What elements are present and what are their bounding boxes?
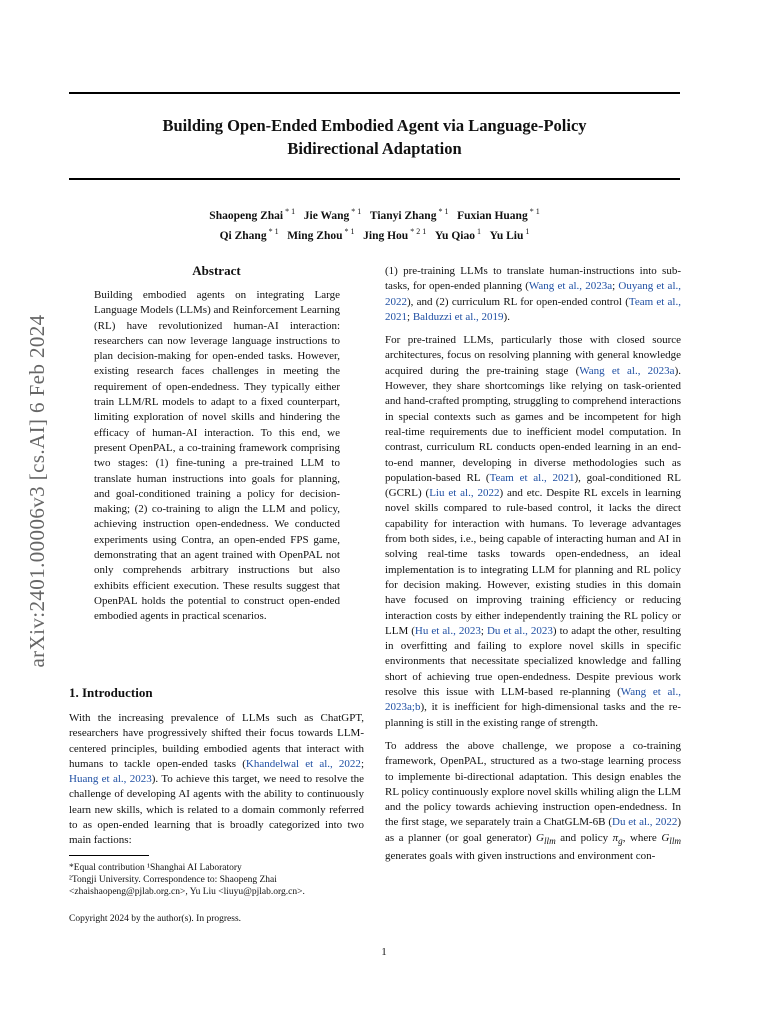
right-paragraph-1: (1) pre-training LLMs to translate human-instructions into sub-tasks, for open-ended planning (Wang et al., 2023a; Ouyang et al., 2022), and (2) curriculum RL for open-ended control (Team et al., 2021; Balduzzi et al., 2019). [385,265,681,323]
citation-link[interactable]: Wang et al., 2023a;b [385,686,681,714]
citation-link[interactable]: Khandelwal et al., 2022 [245,757,361,770]
author-affiliation-mark: * 1 [266,226,279,236]
title-line-1: Building Open-Ended Embodied Agent via Language-Policy [162,116,587,135]
author-line-1 [69,204,680,224]
citation-link[interactable]: Huang et al., 2023 [69,773,152,786]
footnote-correspondence: ²Tongji University. Correspondence to: Shaopeng Zhai <zhaishaopeng@pjlab.org.cn>, Yu Liu <liuyu@pjlab.org.cn>. [69,875,305,897]
abstract-body [94,288,340,625]
citation-link[interactable]: Wang et al., 2023a [528,280,613,293]
arxiv-identifier: arXiv:2401.00006v3 [cs.AI] 6 Feb 2024 [25,314,49,668]
citation-link[interactable]: Team et al., 2021 [489,471,575,484]
copyright-notice: Copyright 2024 by the author(s). In progress. [69,914,242,924]
title-line-2: Bidirectional Adaptation [287,139,462,158]
right-column [385,264,681,872]
citation-link[interactable]: Team et al., 2021 [385,295,681,323]
author-name: Jing Hou $^{* 2 1}$ [363,226,427,242]
author-affiliation-mark: * 1 [436,207,449,216]
author-name: Yu Qiao $^1$ [434,226,481,242]
math-g-llm: $G_{llm}$ [661,831,681,846]
citation-link[interactable]: Wang et al., 2023a [579,364,675,377]
title-top-rule [69,92,680,94]
author-list [69,204,680,244]
footnote-equal-contribution: *Equal contribution ¹Shanghai AI Laboratory [69,863,242,873]
author-affiliation-mark: * 2 1 [408,226,427,236]
citation-link[interactable]: Liu et al., 2022 [429,487,500,500]
citation-link[interactable]: Du et al., 2022 [612,816,678,829]
abstract-text: Building embodied agents on integrating Large Language Models (LLMs) and Reinforcement Learning (RL) have revolutionized human-AI interaction: researchers can now leverage language instructions to plan decision-making for open-ended tasks. However, existing research faces challenges in meeting the requirement of open-endedness. They typically either train LLM/RL models to adapt to a fixed counterpart, limiting exploration of novel skills and hindering the efficacy of human-AI interaction. To this end, we present OpenPAL, a co-training framework comprising two stages: (1) fine-tuning a pre-trained LLM to translate human instructions into goals for planning, and goal-conditioned training a policy for decision-making; (2) co-training to align the LLM and policy, achieving instruction open-endedness. We conducted experiments using Contra, an open-ended FPS game, demonstrating that an agent trained with OpenPAL not only comprehends arbitrary instructions but also exhibits efficient execution. These results suggest that OpenPAL holds the potential to construct open-ended embodied agents in practical scenarios. [94,289,340,623]
author-name: Ming Zhou $^{* 1}$ [287,226,355,242]
author-name: Fuxian Huang $^{* 1}$ [457,207,540,222]
author-affiliation-mark: * 1 [283,207,296,216]
footnotes [69,862,364,898]
author-line-2 [69,224,680,244]
author-affiliation-mark: * 1 [342,226,355,236]
author-affiliation-mark: 1 [523,226,530,236]
author-name: Jie Wang $^{* 1}$ [303,207,362,222]
section-heading-introduction: 1. Introduction [69,685,153,700]
citation-link[interactable]: Ouyang et al., 2022 [385,280,681,308]
introduction-body [69,711,364,849]
paper-title [69,114,680,160]
right-paragraph-3: To address the above challenge, we propose a co-training framework, OpenPAL, structured as a two-stage learning process to implemente bi-directional adaptation. This design enables the RL policy continuously explore novel skills whiling align the LLM and the policy towards achieving instruction open-endedness. In the first stage, we separately train a ChatGLM-6B (Du et al., 2022) as a planner (or goal generator) $G_{llm}$ and policy $\pi_g$, where $G_{llm}$ generates goals with given instructions and environment con- [385,739,682,863]
math-pi-g: $\pi_g$ [612,831,623,846]
title-bottom-rule [69,178,680,180]
footnote-rule [69,855,149,856]
citation-link[interactable]: Balduzzi et al., 2019 [412,310,504,323]
author-affiliation-mark: * 1 [349,207,362,216]
author-name: Shaopeng Zhai $^{* 1}$ [209,207,296,222]
citation-link[interactable]: Hu et al., 2023 [414,624,481,637]
citation-link[interactable]: Du et al., 2023 [486,624,553,637]
page-number: 1 [381,946,387,958]
intro-paragraph: With the increasing prevalence of LLMs such as ChatGPT, researchers have progressively shifted their focus towards LLM-centered principles, building embodied agents that interact with humans to tackle open-ended tasks (Khandelwal et al., 2022; Huang et al., 2023). To achieve this target, we need to resolve the challenge of developing AI agents with the ability to continuously learn new skills, which is related to a domain commonly referred to as open-ended learning that is broadly categorized into two main factions: [69,712,365,847]
author-name: Yu Liu $^1$ [489,226,530,242]
author-affiliation-mark: * 1 [527,207,540,216]
author-affiliation-mark: 1 [474,226,481,236]
math-g-llm: $G_{llm}$ [536,831,556,846]
author-name: Tianyi Zhang $^{* 1}$ [369,207,449,222]
abstract-heading: Abstract [192,263,241,278]
right-paragraph-2: For pre-trained LLMs, particularly those with closed source architectures, focus on resolving planning with general knowledge acquired during the pre-training stage (Wang et al., 2023a). However, they share shortcomings like relying on task-oriented and hand-crafted prompting, struggling to comprehend interactions in special contexts such as games and be incompetent for high real-time requirements due to inefficient model computation. In contrast, curriculum RL conducts open-ended learning in an end-to-end manner, developing in diverse methodologies such as population-based RL (Team et al., 2021), goal-conditioned RL (GCRL) (Liu et al., 2022) and etc. Despite RL excels in learning novel skills compared to rule-based control, it lacks the direct capability for interaction with humans. To leverage advantages from both sides, i.e., being capable of interacting human and AI in solving real-time tasks towards open-endedness, an ideal implementation is to integrating LLM for planning and RL policy for decision making. However, existing studies in this domain have focused on improving training efficiency or reducing interaction costs by either independently training the RL policy or LLM (Hu et al., 2023; Du et al., 2023) to adapt the other, resulting in overfitting and failing to explore novel skills in specific environments that necessitate specialized knowledge and falling short of achieving true open-endedness. Despite previous work resolve this issue with LLM-based re-planning (Wang et al., 2023a;b), it is inefficient for high-dimensional tasks and the re-planning is still in the existing range of strength. [385,334,681,729]
author-name: Qi Zhang $^{* 1}$ [219,226,279,242]
